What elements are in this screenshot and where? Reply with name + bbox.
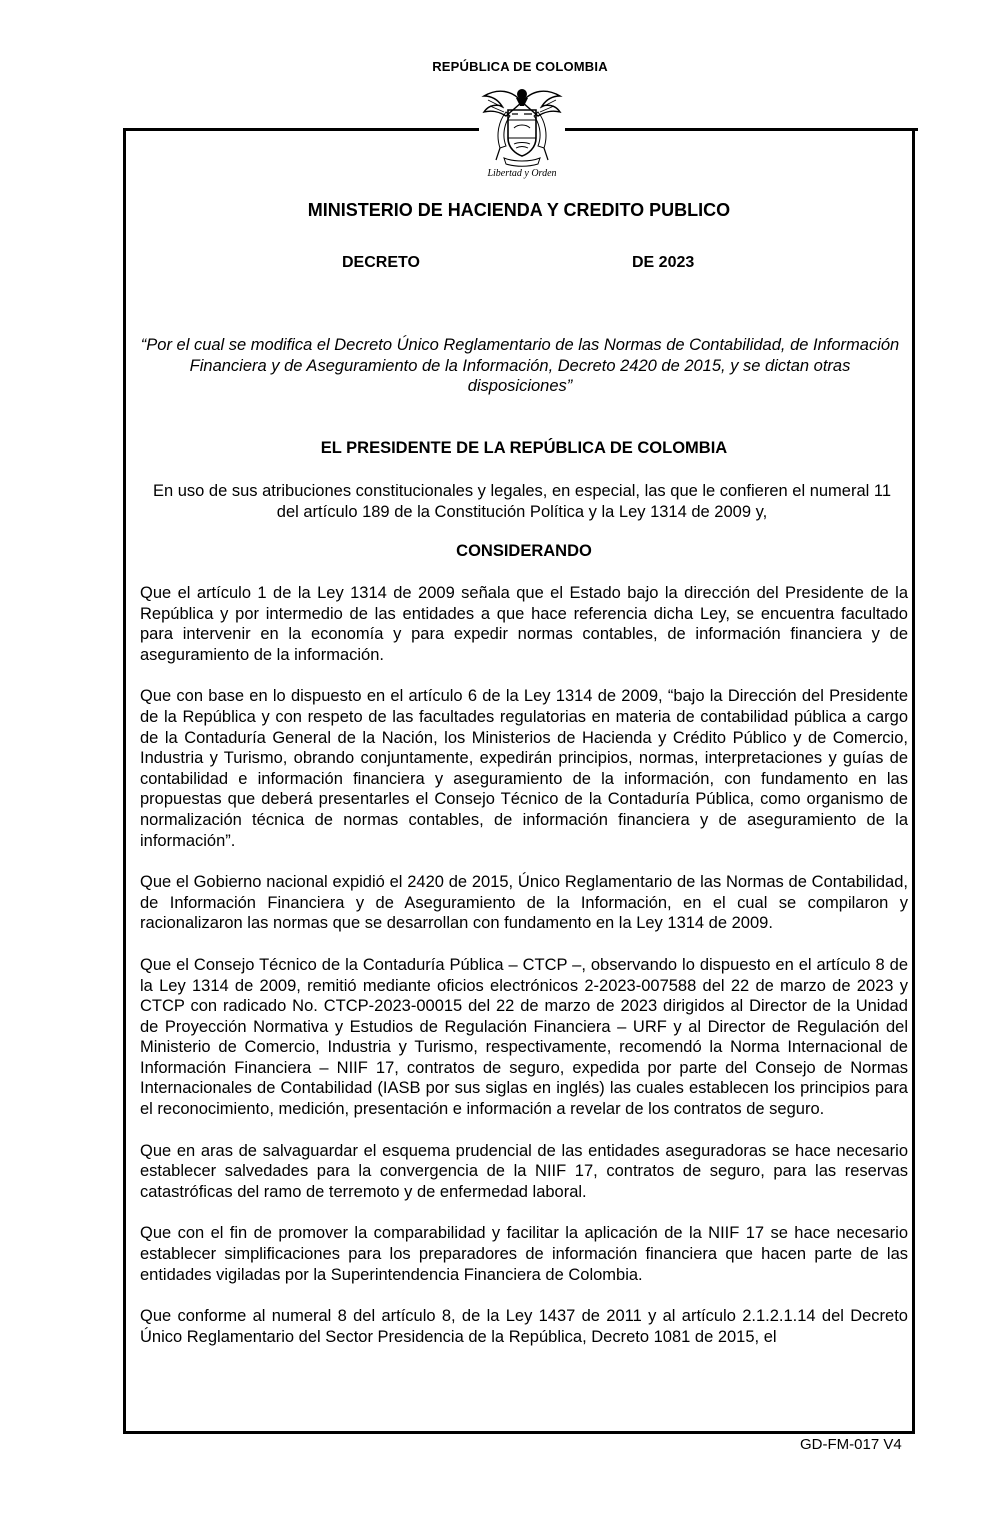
- powers-statement: En uso de sus atribuciones constitucionales y legales, en especial, las que le confieren el numeral 11 del artículo 189 de la Constitución Política y la Ley 1314 de 2009 y,: [152, 482, 892, 521]
- president-heading: EL PRESIDENTE DE LA REPÚBLICA DE COLOMBIA: [320, 439, 728, 457]
- motto: Libertad y Orden: [487, 168, 557, 179]
- ministry-title: MINISTERIO DE HACIENDA Y CREDITO PUBLICO: [307, 200, 731, 220]
- paragraph: Que el artículo 1 de la Ley 1314 de 2009 señala que el Estado bajo la dirección del Presidente de la República y por intermedio de las entidades a que hace referencia dicha Ley, se encuentra facultado para intervenir en la economía y para expedir normas contables, de información financiera y de aseguramiento de la información.: [140, 584, 908, 664]
- paragraph: Que con base en lo dispuesto en el artículo 6 de la Ley 1314 de 2009, “bajo la Dirección del Presidente de la República y con respeto de las facultades regulatorias en materia de contabilidad pública a cargo de la Contaduría General de la Nación, los Ministerios de Hacienda y Crédito Público y de Comercio, Industria y Turismo, obrando conjuntamente, expedirán principios, normas, interpretaciones y guías de contabilidad e información financiera y aseguramiento de la información, con fundamento en las propuestas que deberá presentarles el Consejo Técnico de la Contaduría Pública, como organismo de normalización técnica de normas contables, de información financiera y de aseguramiento de la información”.: [140, 687, 908, 850]
- paragraph: Que con el fin de promover la comparabilidad y facilitar la aplicación de la NIIF 17 se hace necesario establecer simplificaciones para los preparadores de información financiera que hacen parte de las entidades vigiladas por la Superintendencia Financiera de Colombia.: [140, 1224, 908, 1284]
- form-code: GD-FM-017 V4: [800, 1436, 902, 1453]
- decree-year: DE 2023: [632, 254, 695, 271]
- paragraph: Que conforme al numeral 8 del artículo 8, de la Ley 1437 de 2011 y al artículo 2.1.2.1.14 del Decreto Único Reglamentario del Sector Presidencia de la República, Decreto 1081 de 2015, el: [140, 1307, 908, 1346]
- paragraph: Que en aras de salvaguardar el esquema prudencial de las entidades aseguradoras se hace necesario establecer salvedades para la convergencia de la NIIF 17, contratos de seguro, para las reservas catastróficas del ramo de terremoto y de enfermedad laboral.: [140, 1141, 908, 1201]
- paragraph: Que el Gobierno nacional expidió el 2420 de 2015, Único Reglamentario de las Normas de Contabilidad, de Información Financiera y de Aseguramiento de la Información, en el cual se compilaron y racionalizaron las normas que se desarrollan con fundamento en la Ley 1314 de 2009.: [140, 873, 908, 933]
- decree-subject: “Por el cual se modifica el Decreto Único Reglamentario de las Normas de Contabilidad, de Información Financiera y de Aseguramiento de la Información, Decreto 2420 de 2015, y se dictan otras disposiciones”: [140, 336, 900, 396]
- paragraph: Que el Consejo Técnico de la Contaduría Pública – CTCP –, observando lo dispuesto en el artículo 8 de la Ley 1314 de 2009, remitió mediante oficios electrónicos 2-2023-007588 del 22 de marzo de 2023 y CTCP con radicado No. CTCP-2023-00015 del 22 de marzo de 2023 dirigidos al Director de la Unidad de Proyección Normativa y Estudios de Regulación Financiera – URF y al Director de Regulación del Ministerio de Comercio, Industria y Turismo, respectivamente, recomendó la Norma Internacional de Información Financiera – NIIF 17, contratos de seguro, expedida por parte del Consejo de Normas Internacionales de Contabilidad (IASB por sus siglas en inglés) las cuales establecen los principios para el reconocimiento, medición, presentación e información a revelar de los contratos de seguro.: [140, 955, 908, 1119]
- coat-of-arms-icon: [478, 82, 566, 182]
- considerations-body: [140, 583, 908, 1368]
- considerando-heading: CONSIDERANDO: [456, 542, 592, 560]
- republic-heading: REPÚBLICA DE COLOMBIA: [432, 59, 608, 74]
- frame-top-right-line: [565, 128, 918, 131]
- decree-label: DECRETO: [342, 254, 420, 271]
- frame-top-left-line: [123, 128, 479, 131]
